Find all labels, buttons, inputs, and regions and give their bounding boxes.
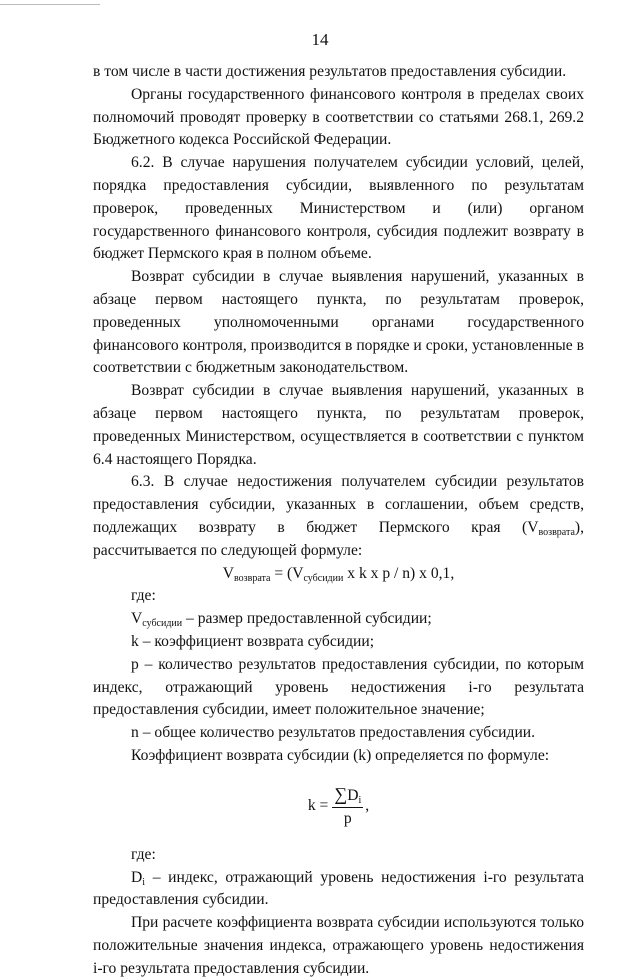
paragraph-6-2: 6.2. В случае нарушения получателем субсидии условий, целей, порядка предоставления субсидии, выявленного по результатам проверок, проведенных Министерством и (или) органом государственного финансового контроля, субсидия подлежит возврату в бюджет Пермского края в полном объеме. (93, 154, 584, 263)
definition-k: k – коэффициент возврата субсидии; (131, 632, 375, 650)
coefficient-intro: Коэффициент возврата субсидии (k) определяется по формуле: (131, 746, 550, 764)
where-label-1: где: (131, 587, 156, 605)
where-label-2: где: (131, 845, 156, 863)
numerator-d-subscript: i (358, 795, 362, 807)
paragraph-control-bodies: Органы государственного финансового контроля в пределах своих полномочий проводят проверку в соответствии со статьями 268.1, 269.2 Бюджетного кодекса Российской Федерации. (93, 85, 584, 149)
paragraph-return-authorized: Возврат субсидии в случае выявления нарушений, указанных в абзаце первом настоящего пункта, по результатам проверок, проведенных уполномоченными органами государственного финансового контроля, производится в порядке и сроки, установленные в соответствии с бюджетным законодательством. (93, 268, 584, 377)
formula-v: V (222, 564, 235, 582)
paragraph-continuation: в том числе в части достижения результатов предоставления субсидии. (93, 63, 567, 80)
formula-k-denominator: p (343, 810, 352, 828)
definition-di-d: D (131, 868, 143, 886)
definition-n: n – общее количество результатов предоставления субсидии. (131, 724, 536, 742)
top-edge-line (0, 4, 100, 5)
formula-k-fraction (332, 783, 363, 830)
formula-k-comma: , (365, 797, 370, 815)
paragraph-return-ministry: Возврат субсидии в случае выявления нарушений, указанных в абзаце первом настоящего пункта, по результатам проверок, проведенных Министерством, осуществляется в соответствии с пунктом 6.4 настоящего Порядка. (93, 382, 584, 468)
formula-rest: x k x p / n) x 0,1, (343, 564, 455, 582)
definition-v-text: – размер предоставленной субсидии; (182, 610, 432, 628)
paragraph-final: При расчете коэффициента возврата субсидии используются только положительные значения индекса, отражающего уровень недостижения i-го результата предоставления субсидии. (93, 914, 584, 977)
page-number: 14 (311, 30, 329, 49)
document-body (93, 61, 584, 980)
formula-k-left: k = (307, 797, 329, 815)
definition-di-subscript: i (142, 876, 146, 888)
formula-k (93, 770, 584, 844)
formula-k-numerator (332, 783, 363, 807)
definition-v-subsidy (93, 608, 584, 631)
paragraph-6-3 (93, 471, 584, 562)
formula-middle: = (V (270, 564, 304, 582)
numerator-d: D (347, 787, 359, 805)
definition-di-text: – индекс, отражающий уровень недостижения i-го результата предоставления субсидии. (93, 868, 584, 909)
paragraph-6-3-text-after: ), рассчитывается по следующей формуле: (93, 518, 584, 559)
definition-di (93, 867, 584, 913)
formula-v-subscript: возврата (234, 572, 271, 584)
sigma-symbol: ∑ (334, 784, 348, 805)
v-return-subscript: возврата (538, 526, 575, 538)
definition-v: V (131, 610, 143, 628)
paragraph-6-3-text-before: 6.3. В случае недостижения получателем субсидии результатов предоставления субсидии, указанных в соглашении, объем средств, подлежащих возврату в бюджет Пермского края (V (93, 473, 584, 536)
formula-v-return (93, 563, 584, 586)
definition-v-subscript: субсидии (142, 618, 183, 630)
definition-p: p – количество результатов предоставления субсидии, по которым индекс, отражающий уровень недостижения i-го результата предоставления субсидии, имеет положительное значение; (93, 655, 584, 719)
formula-vs-subscript: субсидии (303, 572, 344, 584)
